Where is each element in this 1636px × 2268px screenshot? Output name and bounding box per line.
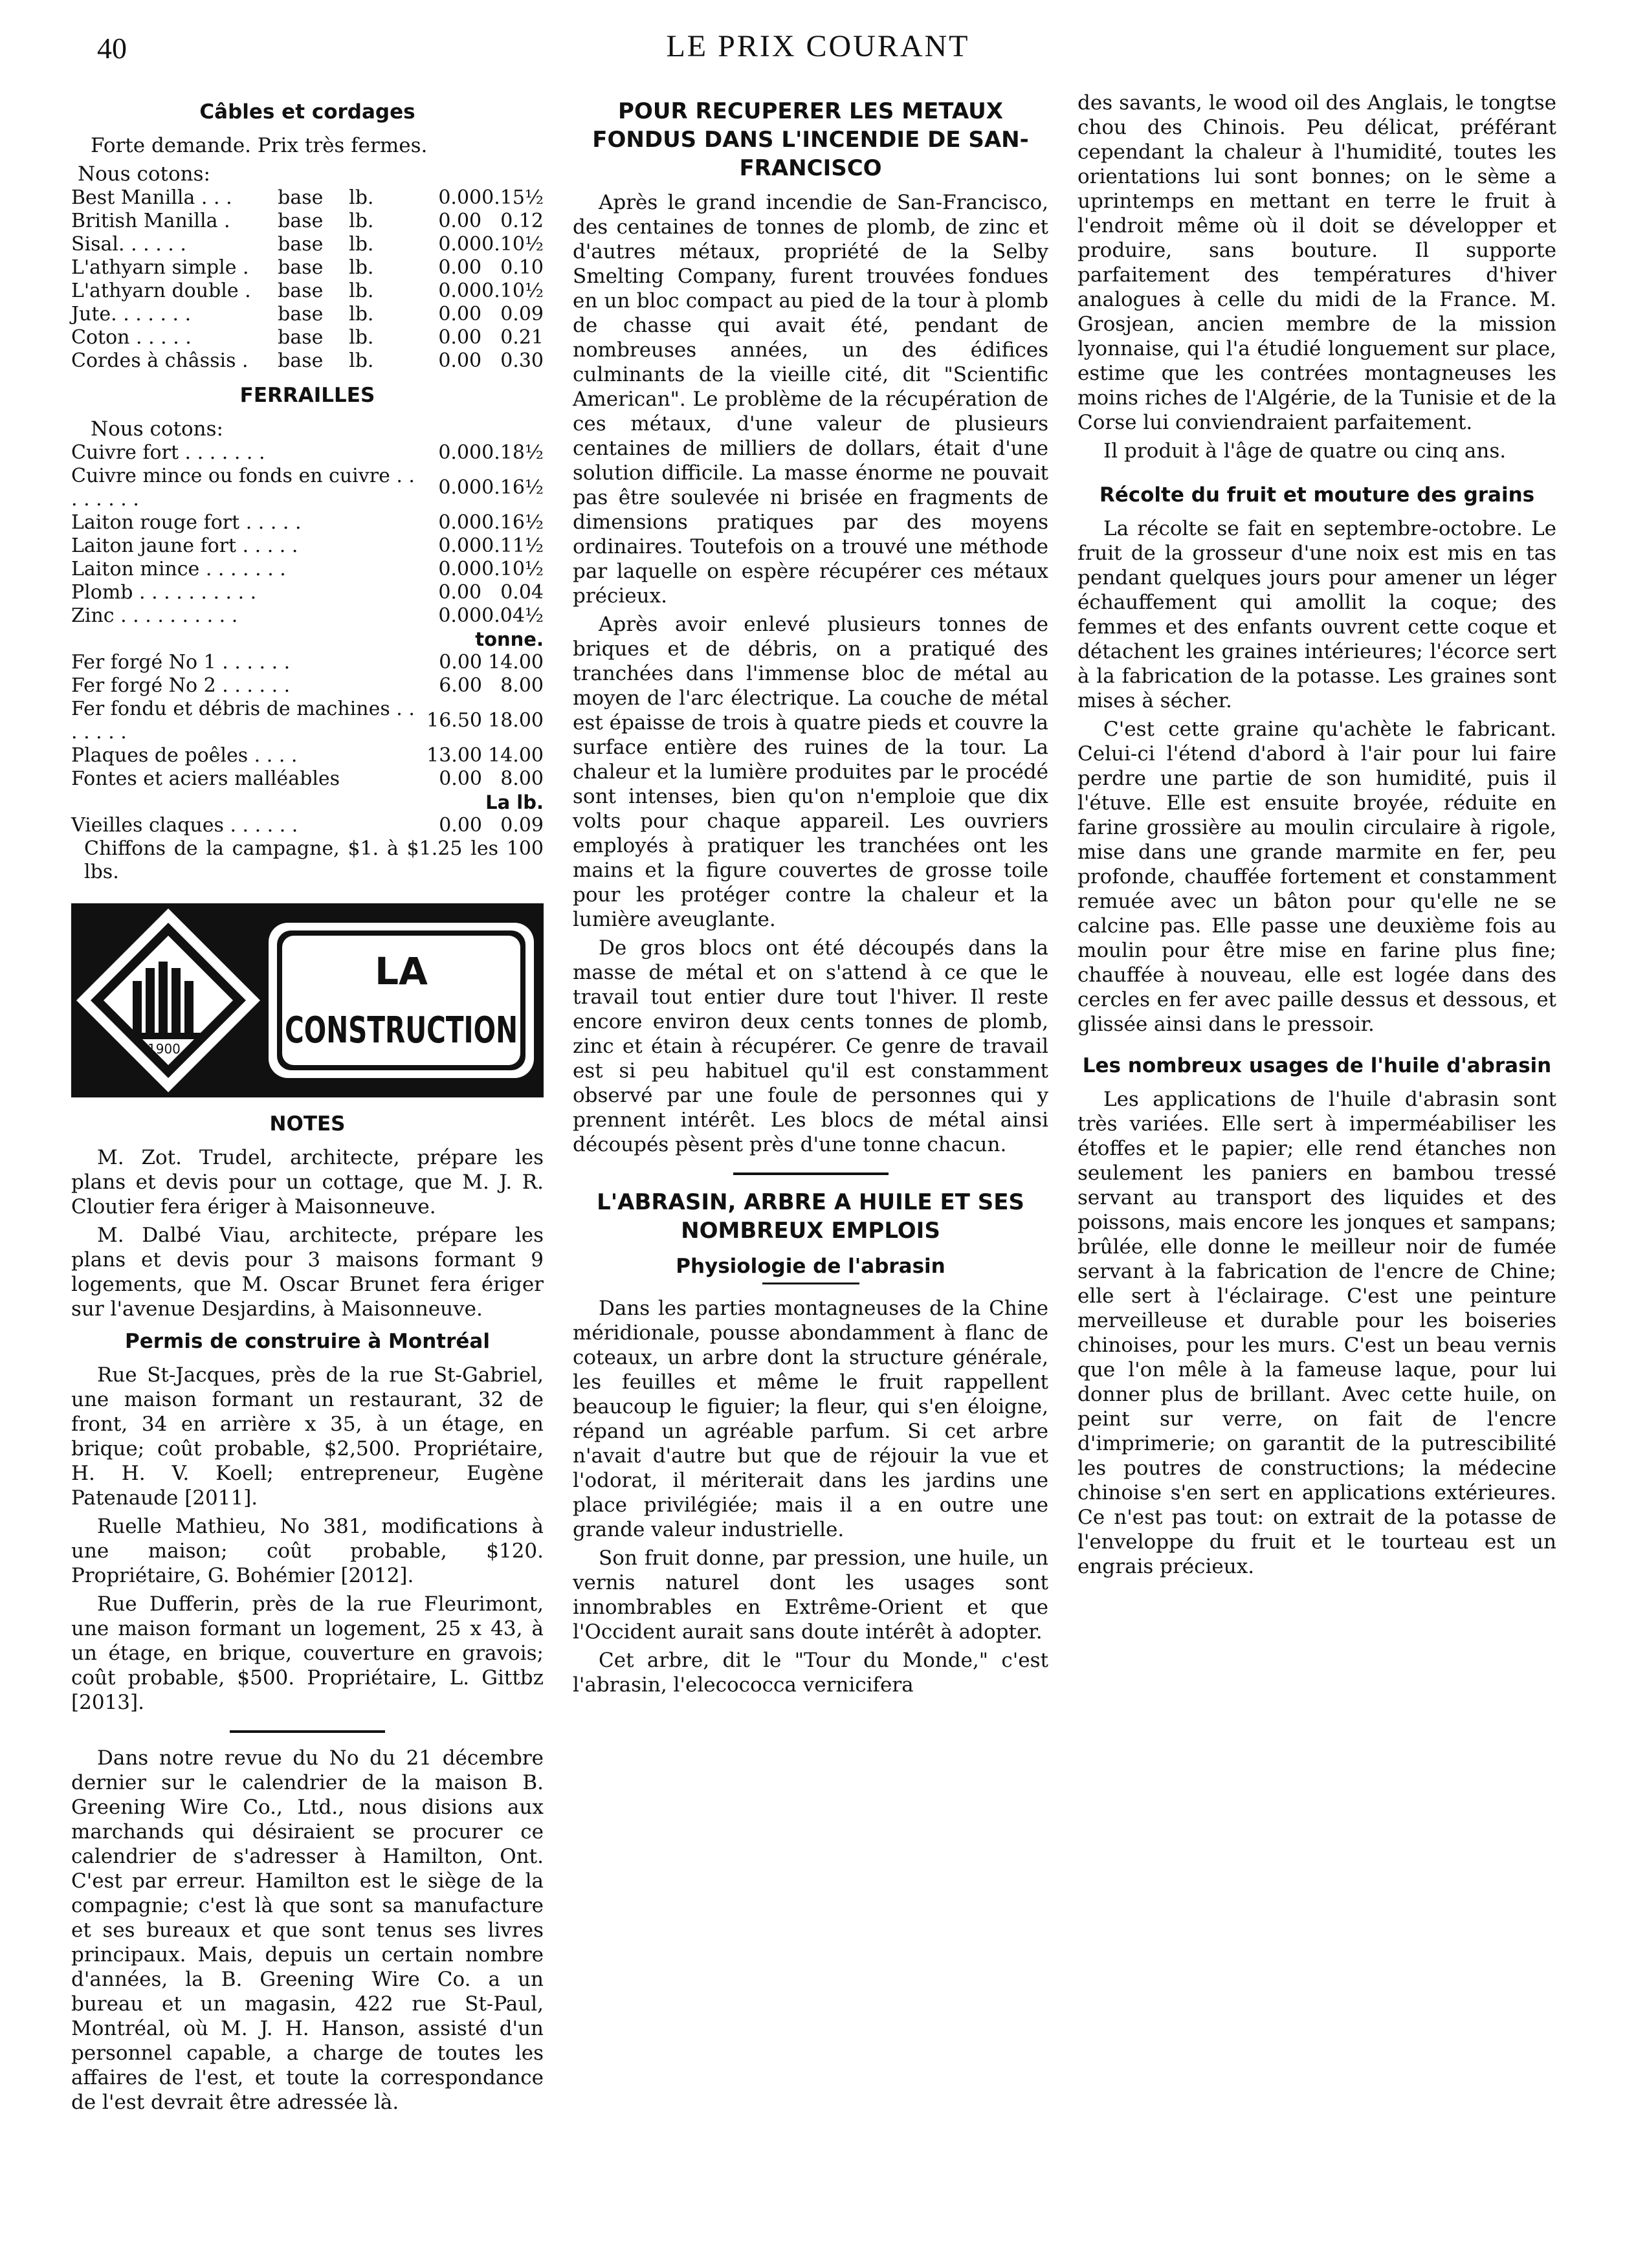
sub-divider (762, 1283, 859, 1284)
item-name: Laiton jaune fort . . . . . (71, 534, 298, 557)
recolte-heading: Récolte du fruit et mouture des grains (1099, 483, 1535, 507)
item-base: base (278, 326, 324, 349)
notes-heading: NOTES (269, 1112, 346, 1136)
logo-text-la: LA (375, 949, 428, 993)
price-row (71, 581, 544, 604)
usages-heading: Les nombreux usages de l'huile d'abrasin (1082, 1054, 1552, 1077)
unit-lb: La lb. (485, 791, 544, 813)
page-number: 40 (97, 32, 127, 65)
price-row (71, 280, 544, 303)
column-left (71, 91, 544, 2119)
permis-paragraph: Rue St-Jacques, près de la rue St-Gabriel, une maison formant un restaurant, 32 de front, 34 en arrière x 35, à un étage, en brique; coût probable, $2,500. Propriétaire, H. H. V. Koell; entrepreneur, Eugène Patenaude [2011]. (71, 1363, 544, 1510)
item-name: Plomb . . . . . . . . . . (71, 581, 257, 604)
logo-graphic (71, 903, 544, 1097)
item-unit: lb. (349, 280, 374, 302)
price-row (71, 651, 544, 674)
price-low: 0.00 (438, 280, 482, 302)
item-unit: lb. (349, 256, 374, 279)
item-name: British Manilla . (71, 210, 230, 232)
price-high: 0.10½ (481, 558, 544, 580)
la-construction-logo (71, 903, 544, 1097)
item-name: Fontes et aciers malléables (71, 767, 340, 790)
price-high: 0.16½ (481, 511, 544, 534)
price-high: 8.00 (500, 767, 544, 790)
price-low: 0.00 (438, 210, 482, 232)
price-low: 0.00 (438, 326, 482, 349)
item-base: base (278, 303, 324, 325)
article-paragraph: Il produit à l'âge de quatre ou cinq ans. (1103, 439, 1507, 463)
permis-paragraph: Rue Dufferin, près de la rue Fleurimont, une maison formant un logement, 25 x 43, à un étage, en brique, couverture en gravois; coût probable, $500. Propriétaire, L. Gittbz [2013]. (71, 1592, 544, 1714)
notes-paragraph: M. Zot. Trudel, architecte, prépare les plans et devis pour un cottage, que M. J. R. Cloutier fera ériger à Maisonneuve. (71, 1146, 544, 1218)
price-high: 8.00 (500, 674, 544, 697)
item-name: Cuivre fort . . . . . . . (71, 441, 265, 464)
item-base: base (278, 349, 324, 372)
price-high: 18.00 (488, 709, 544, 732)
price-row (71, 814, 544, 837)
article-paragraph: Son fruit donne, par pression, une huile, un vernis naturel dont les usages sont innombrables en Extrême-Orient et que l'Occident aurait sans doute intérêt à adopter. (573, 1547, 1048, 1644)
price-high: 14.00 (488, 744, 544, 767)
article-paragraph: Cet arbre, dit le "Tour du Monde," c'est l'abrasin, l'elecococca vernicifera (573, 1649, 1048, 1697)
ferrailles-heading: FERRAILLES (239, 384, 375, 407)
item-name: Best Manilla . . . (71, 186, 232, 209)
price-high: 0.16½ (481, 476, 544, 499)
price-high: 0.12 (500, 210, 544, 232)
price-low: 0.00 (438, 349, 482, 372)
price-high: 0.21 (500, 326, 544, 349)
cables-heading: Câbles et cordages (199, 100, 415, 124)
price-row (71, 511, 544, 534)
price-row (71, 303, 544, 326)
price-low: 0.00 (438, 558, 482, 580)
logo-text-construction: CONSTRUCTION (285, 1009, 518, 1051)
item-name: Cuivre mince ou fonds en cuivre . . . . . . . . (71, 465, 415, 511)
price-row (71, 465, 544, 511)
item-name: Vieilles claques . . . . . . (71, 814, 298, 837)
article-heading-abrasin: L'ABRASIN, ARBRE A HUILE ET SES NOMBREUX EMPLOIS (597, 1189, 1024, 1244)
price-row (71, 674, 544, 698)
item-name: Zinc . . . . . . . . . . (71, 604, 238, 627)
price-high: 0.11½ (481, 534, 544, 557)
item-name: Fer forgé No 1 . . . . . . (71, 651, 291, 674)
cables-intro: Forte demande. Prix très fermes. (91, 134, 428, 157)
item-name: L'athyarn double . (71, 280, 251, 302)
price-row (71, 767, 544, 791)
price-high: 0.10½ (481, 280, 544, 302)
price-row (71, 558, 544, 581)
article-paragraph: Les applications de l'huile d'abrasin sont très variées. Elle sert à imperméabiliser les étoffes et le papier; elle rend étanches non seulement les paniers en bambou tressé servant au transport des liquides et des poissons, mais encore les jonques et sampans; brûlée, elle donne le meilleur noir de fumée servant à la fabrication de l'encre de Chine; elle sert à l'éclairage. C'est une peinture merveilleuse et durable pour les boiseries chinoises, pour les murs. C'est un beau vernis que l'on mêle à la fameuse laque, pour lui donner plus de brillant. Avec cette huile, on peint sur verre, on fait de l'encre d'imprimerie; on garantit de la putrescibilité les poutres de constructions; la médecine chinoise s'en sert en applications extérieures. Ce n'est pas tout: on extrait de la potasse de l'enveloppe du fruit et le tourteau est un engrais précieux. (1078, 1088, 1556, 1578)
item-name: Plaques de poêles . . . . (71, 744, 298, 767)
ferrailles-nous: Nous cotons: (91, 417, 223, 441)
price-low: 0.00 (438, 476, 482, 499)
price-high: 0.04½ (481, 604, 544, 627)
item-name: Laiton rouge fort . . . . . (71, 511, 302, 534)
price-low: 0.00 (438, 303, 482, 325)
price-row (71, 349, 544, 373)
price-high: 0.15½ (481, 186, 544, 209)
chiffons-text: Chiffons de la campagne, $1. à $1.25 les 100 lbs. (84, 837, 544, 883)
price-high: 0.10 (500, 256, 544, 279)
item-base: base (278, 280, 324, 302)
item-unit: lb. (349, 186, 374, 209)
price-row (71, 326, 544, 349)
article-paragraph: des savants, le wood oil des Anglais, le tongtse chou des Chinois. Peu délicat, préférant cependant la chaleur à l'humidité, toutes les orientations lui sont bonnes; on le sème a uprintemps en mettant en terre le fruit à l'endroit même où il doit se développer et produire, sans bouture. Il supporte parfaitement des températures d'hiver analogues à celle du midi de la France. M. Grosjean, ancien membre de la mission lyonnaise, qui l'a étudié longuement sur place, estime que les contrées montagneuses les moins riches de l'Algérie, de la Tunisie et de la Corse lui conviendraient parfaitement. (1078, 91, 1556, 434)
ferrailles-table-3 (71, 814, 544, 837)
price-low: 0.00 (438, 233, 482, 256)
item-unit: lb. (349, 210, 374, 232)
price-high: 14.00 (488, 651, 544, 674)
item-unit: lb. (349, 349, 374, 372)
article-paragraph: La récolte se fait en septembre-octobre. Le fruit de la grosseur d'une noix est mis en tas pendant quelques jours pour amener un léger échauffement qui amollit la coque; des femmes et des enfants ouvrent cette coque et détachent les graines intérieures; l'écorce sert à la fabrication de la potasse. Les graines sont mises à sécher. (1078, 517, 1556, 712)
price-low: 6.00 (439, 674, 482, 697)
item-name: Fer fondu et débris de machines . . . . . . . (71, 698, 415, 743)
unit-tonne: tonne. (475, 628, 544, 650)
price-low: 0.00 (438, 581, 482, 604)
price-high: 0.09 (500, 814, 544, 837)
article-paragraph: De gros blocs ont été découpés dans la masse de métal et on s'attend à ce que le travail tout entier dure tout l'hiver. Il reste encore environ deux cents tonnes de plomb, zinc et étain à récupérer. Ce genre de travail est si peu habituel qu'il est constamment observé par une foule de personnes qui y prennent intérêt. Les blocs de métal ainsi découpés pèsent près d'une tonne chacun. (573, 936, 1048, 1156)
price-low: 0.00 (438, 186, 482, 209)
item-name: Laiton mince . . . . . . . (71, 558, 286, 580)
notes-paragraph: M. Dalbé Viau, architecte, prépare les plans et devis pour 3 maisons formant 9 logements, que M. Oscar Brunet fera ériger sur l'avenue Desjardins, à Maisonneuve. (71, 1224, 544, 1321)
item-name: L'athyarn simple . (71, 256, 249, 279)
item-base: base (278, 256, 324, 279)
section-divider (733, 1173, 889, 1175)
section-divider (230, 1730, 385, 1733)
article-heading-metaux: POUR RECUPERER LES METAUX FONDUS DANS L'INCENDIE DE SAN-FRANCISCO (592, 98, 1029, 181)
price-row (71, 210, 544, 233)
price-row (71, 186, 544, 210)
item-name: Jute. . . . . . . (71, 303, 192, 325)
item-name: Coton . . . . . (71, 326, 192, 349)
price-high: 0.30 (500, 349, 544, 372)
article-paragraph: Après avoir enlevé plusieurs tonnes de briques et de débris, on a pratiqué des tranchées dans l'immense bloc de métal au moyen de l'arc électrique. La couche de métal est épaisse de trois à quatre pieds et couvre la surface entière des ruines de la tour. La chaleur et la lumière produites par le procédé sont intenses, bien qu'on n'emploie que dix volts pour chaque appareil. Les ouvriers employés à pratiquer les tranchées ont les mains et la figure couvertes de grosse toile pour les protéger contre la chaleur et la lumière aveuglante. (573, 613, 1048, 931)
item-base: base (278, 210, 324, 232)
price-high: 0.18½ (481, 441, 544, 464)
price-low: 0.00 (438, 534, 482, 557)
price-low: 0.00 (438, 256, 482, 279)
subheading-physiologie: Physiologie de l'abrasin (676, 1255, 945, 1278)
price-low: 0.00 (438, 604, 482, 627)
price-row (71, 441, 544, 465)
item-base: base (278, 186, 324, 209)
price-row (71, 233, 544, 256)
ferrailles-table-1 (71, 441, 544, 628)
price-low: 16.50 (426, 709, 482, 732)
price-row (71, 534, 544, 558)
price-row (71, 698, 544, 744)
price-low: 0.00 (439, 651, 482, 674)
price-row (71, 256, 544, 280)
article-paragraph: Après le grand incendie de San-Francisco, des centaines de tonnes de plomb, de zinc et d'autres métaux, propriété de la Selby Smelting Company, furent trouvées fondues en un bloc compact au pied de la tour à plomb de chasse qui avait été, pendant de nombreuses années, un des édifices culminants de la vieille cité, dit "Scientific American". Le problème de la récupération de ces métaux, d'une valeur de plusieurs centaines de milliers de dollars, était d'une solution difficile. La masse énorme ne pouvait pas être soulevée ni brisée en fragments de dimensions pratiques par des moyens ordinaires. Toutefois on a trouvé une méthode par laquelle on espère récupérer ces métaux précieux. (573, 191, 1048, 608)
price-high: 0.04 (500, 581, 544, 604)
price-low: 0.00 (439, 767, 482, 790)
price-low: 0.00 (438, 511, 482, 534)
price-low: 13.00 (426, 744, 482, 767)
article-paragraph: Dans les parties montagneuses de la Chine méridionale, pousse abondamment à flanc de coteaux, un arbre dont la structure générale, les feuilles et même le fruit rappellent beaucoup le figuier; la fleur, qui s'en éloigne, répand un agréable parfum. Si cet arbre n'avait d'autre but que de réjouir la vue et l'odorat, il mériterait dans les jardins une place privilégiée; mais il a en outre une grande valeur industrielle. (573, 1297, 1048, 1541)
permis-paragraph: Ruelle Mathieu, No 381, modifications à une maison; coût probable, $120. Propriétaire, G. Bohémier [2012]. (71, 1515, 544, 1587)
item-unit: lb. (349, 233, 374, 256)
price-row (71, 604, 544, 628)
price-row (71, 744, 544, 767)
item-name: Fer forgé No 2 . . . . . . (71, 674, 291, 697)
article-paragraph: C'est cette graine qu'achète le fabricant. Celui-ci l'étend d'abord à l'air pour lui faire perdre une partie de son humidité, puis il l'étuve. Elle est ensuite broyée, réduite en farine grossière au moulin circulaire à rigole, mise dans une grande marmite en fer, peu profonde, chauffée fortement et constamment remuée avec un bâton pour qu'elle ne se calcine pas. Elle passe une deuxième fois au moulin pour être mise en farine plus fine; chauffée à nouveau, elle est logée dans des cercles en fer avec paille dessus et dessous, et glissée ainsi dans le pressoir. (1078, 718, 1556, 1036)
item-name: Sisal. . . . . . (71, 233, 186, 256)
item-base: base (278, 233, 324, 256)
item-name: Cordes à châssis . (71, 349, 249, 372)
column-middle (573, 91, 1048, 1701)
page-title: LE PRIX COURANT (666, 29, 970, 63)
cables-table (71, 186, 544, 373)
ferrailles-table-2 (71, 651, 544, 791)
permis-heading: Permis de construire à Montréal (125, 1330, 490, 1353)
item-unit: lb. (349, 303, 374, 325)
column-right (1078, 91, 1556, 1583)
price-low: 0.00 (438, 441, 482, 464)
price-low: 0.00 (439, 814, 482, 837)
logo-seal-text: 1900 (148, 1041, 181, 1057)
price-high: 0.10½ (481, 233, 544, 256)
revue-paragraph: Dans notre revue du No du 21 décembre dernier sur le calendrier de la maison B. Greening Wire Co., Ltd., nous disions aux marchands qui désiraient se procurer ce calendrier de s'adresser à Hamilton, Ont. C'est par erreur. Hamilton est le siège de la compagnie; c'est là que sont sa manufacture et ses bureaux et que sont tenus ses livres principaux. Mais, depuis un certain nombre d'années, la B. Greening Wire Co. a un bureau et un magasin, 422 rue St-Paul, Montréal, où M. J. H. Hanson, assisté d'un personnel capable, a charge de toutes les affaires de l'est, et toute la correspondance de l'est devrait être adressée là. (71, 1746, 544, 2114)
price-high: 0.09 (500, 303, 544, 325)
cables-nous: Nous cotons: (78, 162, 210, 186)
item-unit: lb. (349, 326, 374, 349)
